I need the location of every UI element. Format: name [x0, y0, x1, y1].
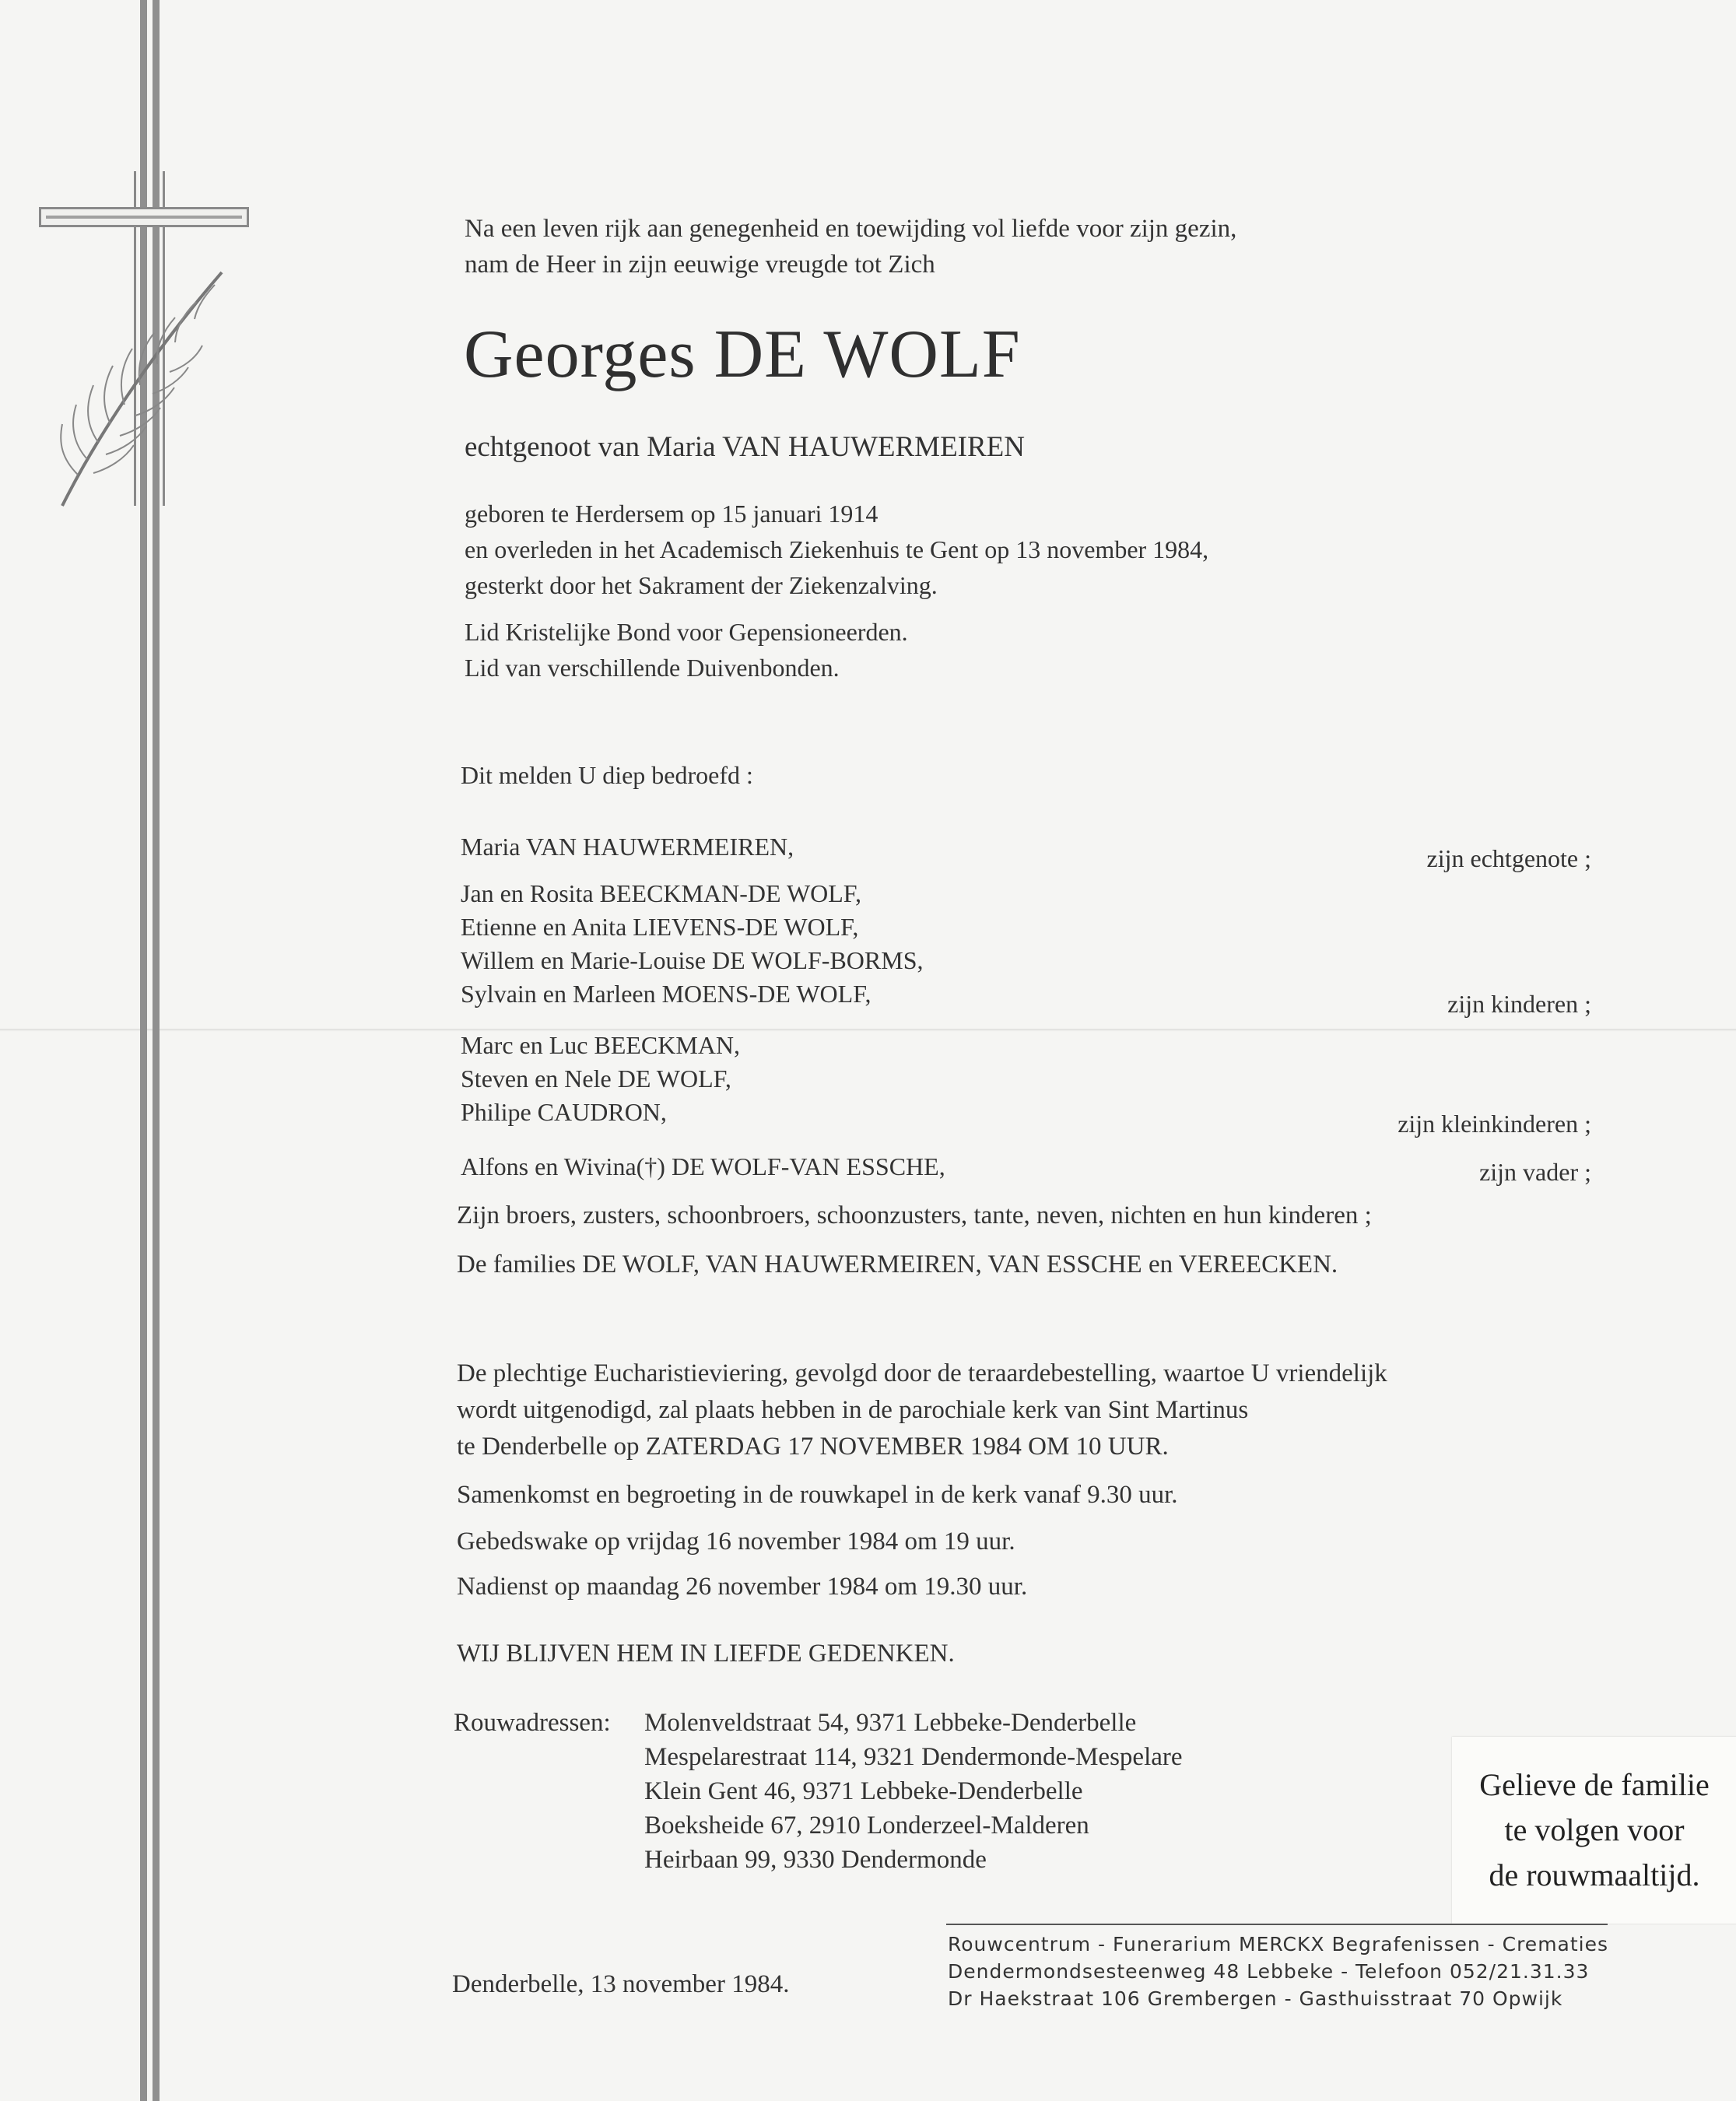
mourner-relation: zijn echtgenote ; — [1426, 844, 1591, 872]
undertaker-line-3: Dr Haekstraat 106 Grembergen - Gasthuisstraat 70 Opwijk — [948, 1987, 1563, 2010]
addresses-label: Rouwadressen: — [454, 1709, 611, 1737]
sticker-line: de rouwmaaltijd. — [1489, 1857, 1700, 1892]
ceremony-line-3: te Denderbelle op ZATERDAG 17 NOVEMBER 1984 OM 10 UUR. — [457, 1433, 1169, 1461]
intro-line-2: nam de Heer in zijn eeuwige vreugde tot Zich — [465, 251, 935, 279]
mourner-name: Maria VAN HAUWERMEIREN, — [461, 833, 794, 861]
mourner-name: Jan en Rosita BEECKMAN-DE WOLF, — [461, 879, 862, 907]
palm-branch-icon — [47, 265, 233, 514]
remembrance-line: WIJ BLIJVEN HEM IN LIEFDE GEDENKEN. — [457, 1640, 955, 1668]
membership-2: Lid van verschillende Duivenbonden. — [465, 654, 840, 682]
place-date: Denderbelle, 13 november 1984. — [452, 1970, 790, 1998]
address-line: Boeksheide 67, 2910 Londerzeel-Malderen — [644, 1812, 1089, 1840]
address-line: Heirbaan 99, 9330 Dendermonde — [644, 1846, 987, 1874]
deceased-name: Georges DE WOLF — [464, 317, 1021, 392]
vigil-line: Gebedswake op vrijdag 16 november 1984 om 19 uur. — [457, 1528, 1015, 1556]
undertaker-line-1: Rouwcentrum - Funerarium MERCKX Begrafenissen - Crematies — [948, 1933, 1609, 1955]
undertaker-line-2: Dendermondsesteenweg 48 Lebbeke - Telefoon 052/21.31.33 — [948, 1960, 1590, 1983]
meal-invitation-sticker — [1452, 1737, 1736, 1924]
membership-1: Lid Kristelijke Bond voor Gepensioneerden. — [465, 618, 908, 646]
mourner-name: Etienne en Anita LIEVENS-DE WOLF, — [461, 913, 859, 941]
sticker-line: Gelieve de familie — [1479, 1767, 1710, 1802]
mourner-relation: zijn kleinkinderen ; — [1398, 1110, 1591, 1138]
mourner-relation: zijn kinderen ; — [1447, 990, 1591, 1018]
life-line-3: gesterkt door het Sakrament der Ziekenzalving. — [465, 571, 938, 599]
meeting-line: Samenkomst en begroeting in de rouwkapel in de kerk vanaf 9.30 uur. — [457, 1481, 1178, 1509]
mourner-relation: zijn vader ; — [1479, 1158, 1591, 1186]
address-line: Mespelarestraat 114, 9321 Dendermonde-Mespelare — [644, 1743, 1183, 1771]
families-line: De families DE WOLF, VAN HAUWERMEIREN, VAN ESSCHE en VEREECKEN. — [457, 1250, 1338, 1278]
after-service-line: Nadienst op maandag 26 november 1984 om 19.30 uur. — [457, 1573, 1028, 1601]
mourner-name: Alfons en Wivina(†) DE WOLF-VAN ESSCHE, — [461, 1152, 945, 1180]
life-line-2: en overleden in het Academisch Ziekenhuis te Gent op 13 november 1984, — [465, 535, 1209, 563]
cross-arm — [39, 207, 249, 227]
mourner-name: Sylvain en Marleen MOENS-DE WOLF, — [461, 980, 872, 1008]
life-line-1: geboren te Herdersem op 15 januari 1914 — [465, 500, 879, 528]
address-line: Molenveldstraat 54, 9371 Lebbeke-Denderbelle — [644, 1709, 1137, 1737]
undertaker-rule — [946, 1924, 1608, 1925]
mourner-name: Steven en Nele DE WOLF, — [461, 1065, 731, 1093]
mourner-name: Philipe CAUDRON, — [461, 1098, 667, 1126]
mourner-name: Willem en Marie-Louise DE WOLF-BORMS, — [461, 946, 924, 974]
intro-line-1: Na een leven rijk aan genegenheid en toewijding vol liefde voor zijn gezin, — [465, 215, 1237, 243]
address-line: Klein Gent 46, 9371 Lebbeke-Denderbelle — [644, 1777, 1083, 1805]
sticker-line: te volgen voor — [1504, 1812, 1685, 1847]
ceremony-line-1: De plechtige Eucharistieviering, gevolgd door de teraardebestelling, waartoe U vriendelijk — [457, 1359, 1387, 1387]
mourner-name: Marc en Luc BEECKMAN, — [461, 1031, 741, 1059]
announce-line: Dit melden U diep bedroefd : — [461, 761, 753, 789]
fold-line — [0, 1029, 1736, 1032]
ceremony-line-2: wordt uitgenodigd, zal plaats hebben in de parochiale kerk van Sint Martinus — [457, 1396, 1249, 1424]
spouse-line: echtgenoot van Maria VAN HAUWERMEIREN — [465, 431, 1026, 463]
relatives-line: Zijn broers, zusters, schoonbroers, schoonzusters, tante, neven, nichten en hun kinderen ; — [457, 1201, 1372, 1229]
